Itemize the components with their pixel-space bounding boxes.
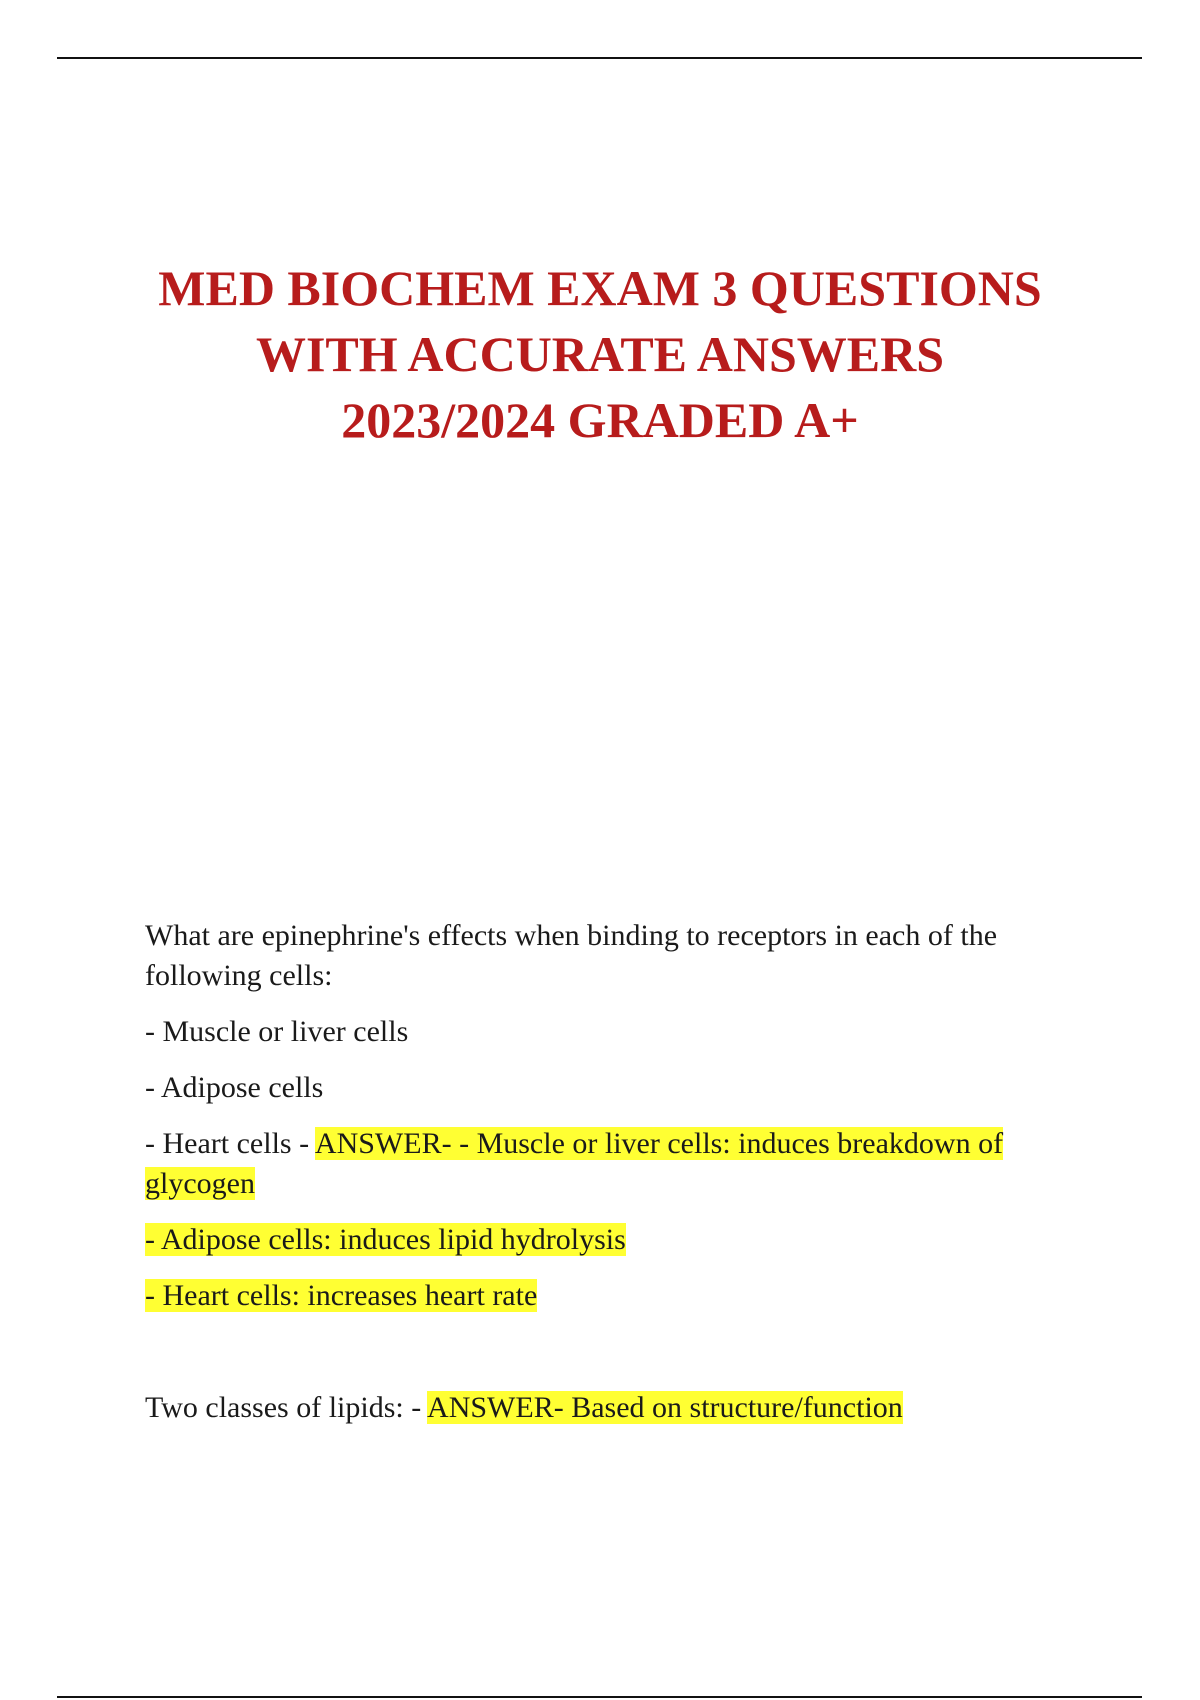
qa-item bbox=[145, 1388, 1090, 1428]
top-rule bbox=[57, 57, 1142, 59]
question-answer-line bbox=[145, 1124, 1090, 1204]
question-text: - Heart cells - bbox=[145, 1127, 315, 1160]
question-text: - Muscle or liver cells bbox=[145, 1015, 409, 1048]
question-answer-line bbox=[145, 1388, 1090, 1428]
qa-content bbox=[145, 916, 1090, 1444]
question-text: What are epinephrine's effects when binding to receptors in each of the following cells: bbox=[145, 919, 998, 992]
question-text: - Adipose cells bbox=[145, 1071, 324, 1104]
answer-text: ANSWER- Based on structure/function bbox=[427, 1391, 903, 1424]
answer-line bbox=[145, 1220, 1090, 1260]
title-line: 2023/2024 GRADED A+ bbox=[341, 392, 859, 448]
answer-text: ANSWER- - Muscle or liver cells: induces breakdown of glycogen bbox=[145, 1127, 1004, 1200]
qa-item bbox=[145, 916, 1090, 1316]
answer-text: - Adipose cells: induces lipid hydrolysis bbox=[145, 1223, 626, 1256]
title-line: WITH ACCURATE ANSWERS bbox=[255, 326, 945, 382]
question-text: Two classes of lipids: - bbox=[145, 1391, 428, 1424]
bottom-rule bbox=[57, 1696, 1142, 1698]
title-line: MED BIOCHEM EXAM 3 QUESTIONS bbox=[158, 260, 1042, 316]
answer-text: - Heart cells: increases heart rate bbox=[145, 1279, 538, 1312]
answer-line bbox=[145, 1276, 1090, 1316]
document-title bbox=[100, 255, 1100, 453]
spacer bbox=[145, 1332, 1090, 1388]
